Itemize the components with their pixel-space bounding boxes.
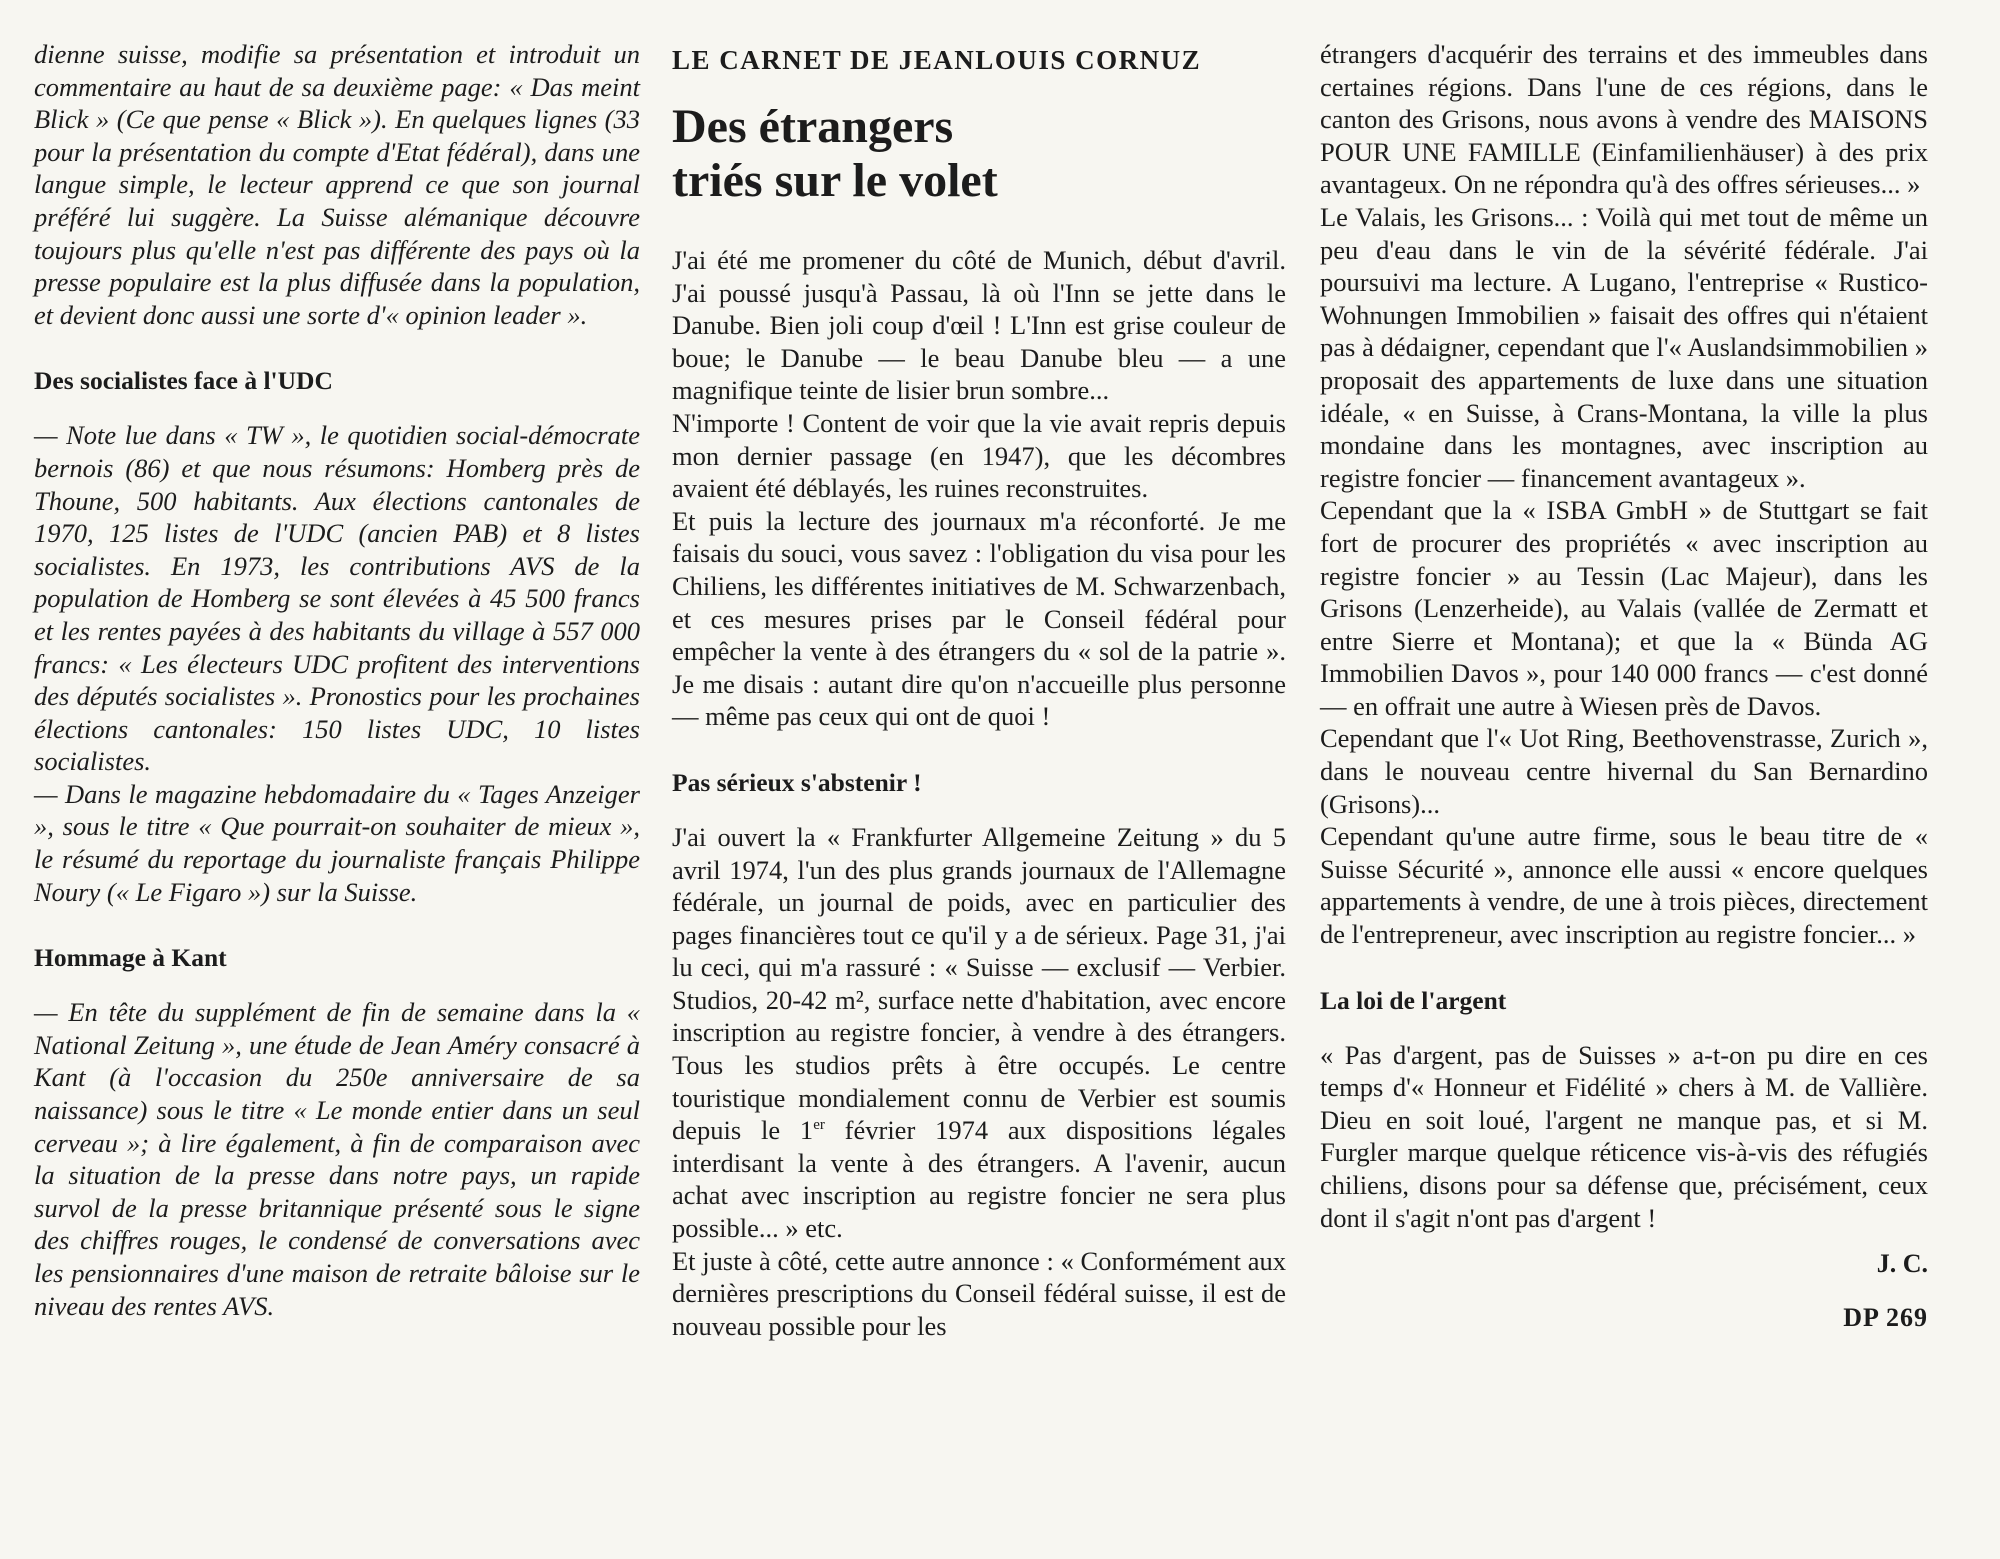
middle-column <box>672 38 1286 1342</box>
paragraph-tw: — Note lue dans « TW », le quotidien social-démocrate bernois (86) et que nous résumons: Homberg près de Thoune, 500 habitants. Aux élections cantonales de 1970, 125 listes de l'UDC (ancien PAB) et 8 listes socialistes. En 1973, les contributions AVS de la population de Homberg se sont élevées à 45 500 francs et les rentes payées à des habitants du village à 557 000 francs: « Les électeurs UDC profitent des interventions des députés socialistes ». Pronostics pour les prochaines élections cantonales: 150 listes UDC, 10 listes socialistes. <box>34 420 640 777</box>
paragraph-valais: Le Valais, les Grisons... : Voilà qui met tout de même un peu d'eau dans le vin de la sévérité fédérale. J'ai poursuivi ma lecture. A Lugano, l'entreprise « Rustico-Wohnungen Immobilien » faisait des offres qui n'étaient pas à dédaigner, cependant que l'« Auslandsimmobilien » proposait des appartements de luxe dans une situation idéale, « en Suisse, à Crans-Montana, la ville la plus mondaine dans les montagnes, avec inscription au registre foncier — financement avantageux ». <box>1320 201 1928 493</box>
column-kicker: LE CARNET DE JEANLOUIS CORNUZ <box>672 45 1202 75</box>
paragraph-journaux: Et puis la lecture des journaux m'a réconforté. Je me faisais du souci, vous savez : l'obligation du visa pour les Chiliens, les différentes initiatives de M. Schwarzenbach, et ces mesures prises par le Conseil fédéral pour empêcher la vente à des étrangers du « sol de la patrie ». Je me disais : autant dire qu'on n'accueille plus personne — même pas ceux qui ont de quoi ! <box>672 505 1286 732</box>
paragraph-n-importe: N'importe ! Content de voir que la vie avait repris depuis mon dernier passage (en 1947), que les décombres avaient été déblayés, les ruines reconstruites. <box>672 407 1286 504</box>
headline-line-2: triés sur le volet <box>672 154 998 207</box>
article-headline <box>672 100 1286 208</box>
paragraph-suisse-securite: Cependant qu'une autre firme, sous le beau titre de « Suisse Sécurité », annonce elle aussi « encore quelques appartements à vendre, de une à trois pièces, directement de l'entrepreneur, avec inscription au registre foncier... » <box>1320 821 1928 950</box>
paragraph-etrangers: étrangers d'acquérir des terrains et des immeubles dans certaines régions. Dans l'une de ces régions, dans le canton des Grisons, nous avons à vendre des MAISONS POUR UNE FAMILLE (Einfamilienhäuser) à des prix avantageux. On ne répondra qu'à des offres sérieuses... » <box>1320 39 1928 200</box>
section-heading-loi-argent: La loi de l'argent <box>1320 985 1507 1015</box>
paragraph-blick: dienne suisse, modifie sa présentation et introduit un commentaire au haut de sa deuxième page: « Das meint Blick » (Ce que pense « Blick »). En quelques lignes (33 pour la présentation du compte d'Etat fédéral), dans une langue simple, le lecteur apprend ce que son journal préféré lui suggère. La Suisse alémanique découvre toujours plus qu'elle n'est pas différente des pays où la presse populaire est la plus diffusée dans la population, et devient donc aussi une sorte d'« opinion leader ». <box>34 39 640 330</box>
page-folio: DP 269 <box>1843 1303 1928 1333</box>
headline-line-1: Des étrangers <box>672 100 954 153</box>
superscript-er: er <box>813 1117 825 1134</box>
section-heading-pas-serieux: Pas sérieux s'abstenir ! <box>672 767 922 797</box>
paragraph-pas-d-argent: « Pas d'argent, pas de Suisses » a-t-on pu dire en ces temps d'« Honneur et Fidélité » chers à M. de Vallière. Dieu en soit loué, l'argent ne manque pas, et si M. Furgler marque quelque réticence vis-à-vis des réfugiés chiliens, disons pour sa défense que, précisément, ceux dont il s'agit n'ont pas d'argent ! <box>1320 1039 1928 1233</box>
author-signature: J. C. <box>1876 1249 1928 1279</box>
frankfurter-text-a: J'ai ouvert la « Frankfurter Allgemeine Zeitung » du 5 avril 1974, l'un des plus grands journaux de l'Allemagne fédérale, un journal de poids, avec en particulier des pages financières tout ce qu'il y a de sérieux. Page 31, j'ai lu ceci, qui m'a rassuré : « Suisse — exclusif — Verbier. Studios, 20-42 m², surface nette d'habitation, avec encore inscription au registre foncier, à vendre à des étrangers. Tous les studios prêts à être occupés. Le centre touristique mondialement connu de Verbier est soumis depuis le 1 <box>672 821 1286 1146</box>
frankfurter-text-b: février 1974 aux dispositions légales interdisant la vente à des étrangers. A l'avenir, aucun achat avec inscription au registre foncier ne sera plus possible... » etc. <box>672 1115 1286 1244</box>
paragraph-autre-annonce: Et juste à côté, cette autre annonce : « Conformément aux dernières prescriptions du Conseil fédéral suisse, il est de nouveau possible pour les <box>672 1245 1286 1341</box>
paragraph-frankfurter <box>672 821 1286 1245</box>
paragraph-uot-ring: Cependant que l'« Uot Ring, Beethovenstrasse, Zurich », dans le nouveau centre hivernal du San Bernardino (Grisons)... <box>1320 723 1928 819</box>
section-heading-socialistes: Des socialistes face à l'UDC <box>34 366 333 396</box>
paragraph-isba: Cependant que la « ISBA GmbH » de Stuttgart se fait fort de procurer des propriétés « avec inscription au registre foncier » au Tessin (Lac Majeur), dans les Grisons (Lenzerheide), au Valais (vallée de Zermatt et entre Sierre et Montana); et que la « Bünda AG Immobilien Davos », pour 140 000 francs — c'est donné — en offrait une autre à Wiesen près de Davos. <box>1320 495 1928 721</box>
paragraph-tages-anzeiger: — Dans le magazine hebdomadaire du « Tages Anzeiger », sous le titre « Que pourrait-on souhaiter de mieux », le résumé du reportage du journaliste français Philippe Noury (« Le Figaro ») sur la Suisse. <box>34 778 640 907</box>
paragraph-kant: — En tête du supplément de fin de semaine dans la « National Zeitung », une étude de Jean Améry consacré à Kant (à l'occasion du 250e anniversaire de sa naissance) sous le titre « Le monde entier dans un seul cerveau »; à lire également, à fin de comparaison avec la situation de la presse dans notre pays, un rapide survol de la presse britannique présenté sous le signe des chiffres rouges, le condensé de conversations avec les pensionnaires d'une maison de retraite bâloise sur le niveau des rentes AVS. <box>34 997 640 1321</box>
right-column <box>1320 38 1928 1334</box>
paragraph-munich: J'ai été me promener du côté de Munich, début d'avril. J'ai poussé jusqu'à Passau, là où l'Inn se jette dans le Danube. Bien joli coup d'œil ! L'Inn est grise couleur de boue; le Danube — le beau Danube bleu — a une magnifique teinte de lisier brun sombre... <box>672 245 1286 406</box>
section-heading-kant: Hommage à Kant <box>34 943 227 973</box>
left-column <box>34 38 640 1322</box>
